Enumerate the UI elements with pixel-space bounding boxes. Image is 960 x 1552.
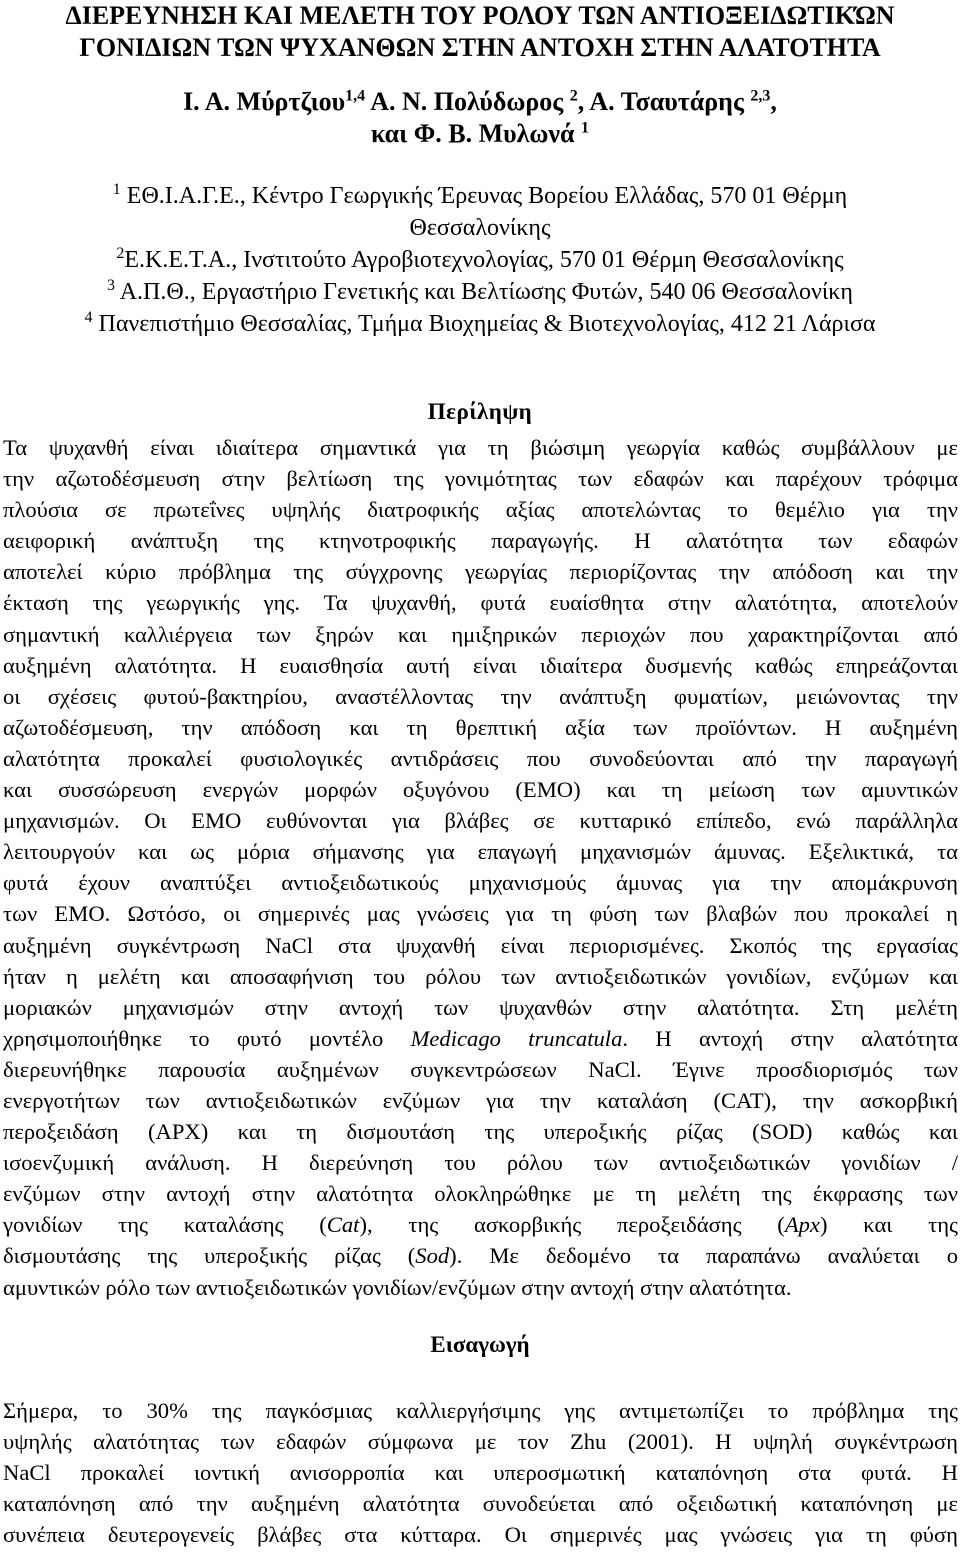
- affiliation-text: Πανεπιστήμιο Θεσσαλίας, Τμήμα Βιοχημείας & Βιοτεχνολογίας, 412 21 Λάρισα: [92, 311, 876, 337]
- abstract-line: αζωτοδέσμευση, την απόδοση και τη θρεπτική αξία των προϊόντων. Η αυξημένη: [3, 714, 958, 740]
- affiliation-marker: 2: [116, 245, 125, 262]
- species-name: Medicago truncatula: [410, 1025, 623, 1051]
- author-affiliation-marker: 1,4: [345, 87, 366, 105]
- introduction-heading: Εισαγωγή: [430, 1332, 530, 1357]
- gene-name: Apx: [784, 1212, 820, 1238]
- affiliation-item: [0, 244, 960, 276]
- abstract-line-mixed: [3, 1240, 958, 1271]
- affiliation-item: [0, 180, 960, 212]
- abstract-line: αειφορική ανάπτυξη της κτηνοτροφικής παραγωγής. Η αλατότητα των εδαφών: [3, 528, 958, 554]
- affiliation-item: [0, 308, 960, 340]
- affiliation-text: Θεσσαλονίκης: [409, 215, 551, 241]
- abstract-line: μοριακών μηχανισμών στην αντοχή των ψυχανθών στην αλατότητα. Στη μελέτη: [3, 994, 958, 1020]
- abstract-line-mixed: [3, 1023, 958, 1054]
- affiliation-marker: 3: [107, 277, 116, 294]
- abstract-line: φυτά έχουν αναπτύξει αντιοξειδωτικούς μηχανισμούς άμυνας για την απομάκρυνση: [3, 870, 958, 896]
- abstract-line-text: . Η αντοχή στην αλατότητα: [622, 1025, 958, 1051]
- abstract-line: αποτελεί κύριο πρόβλημα της σύγχρονης γεωργίας περιορίζοντας την απόδοση και την: [3, 559, 958, 585]
- abstract-line: ενεργοτήτων των αντιοξειδωτικών ενζύμων για την καταλάση (CAT), την ασκορβική: [3, 1087, 958, 1113]
- affiliation-marker: 1: [112, 181, 121, 198]
- introduction-body: [3, 1395, 958, 1550]
- affiliation-item: [0, 276, 960, 308]
- abstract-heading: Περίληψη: [427, 399, 533, 424]
- introduction-line: υψηλής αλατότητας των εδαφών σύμφωνα με τον Zhu (2001). Η υψηλή συγκέντρωση: [3, 1429, 958, 1455]
- author-line-1: [0, 86, 960, 118]
- abstract-line: ισοενζυμική ανάλυση. Η διερεύνηση του ρόλου των αντιοξειδωτικών γονιδίων /: [3, 1150, 958, 1176]
- abstract-line: ήταν η μελέτη και αποσαφήνιση του ρόλου των αντιοξειδωτικών γονιδίων, ενζύμων και: [3, 963, 958, 989]
- affiliation-text: Α.Π.Θ., Εργαστήριο Γενετικής και Βελτίωσης Φυτών, 540 06 Θεσσαλονίκη: [115, 279, 853, 305]
- paper-title-line-2: ΓΟΝΙΔΙΩΝ ΤΩΝ ΨΥΧΑΝΘΩΝ ΣΤΗΝ ΑΝΤΟΧΗ ΣΤΗΝ ΑΛΑΤΟΤΗΤΑ: [79, 33, 881, 62]
- abstract-line-text: δισμουτάσης της υπεροξικής ρίζας (: [3, 1243, 416, 1269]
- abstract-line-text: ) και της: [819, 1212, 958, 1238]
- abstract-line: οι σχέσεις φυτού-βακτηρίου, αναστέλλοντας την ανάπτυξη φυματίων, μειώνοντας την: [3, 683, 958, 709]
- abstract-line: αμυντικών ρόλο των αντιοξειδωτικών γονιδίων/ενζύμων στην αντοχή στην αλατότητα.: [3, 1274, 792, 1300]
- affiliation-text: Ε.Κ.Ε.Τ.Α., Ινστιτούτο Αγροβιοτεχνολογίας, 570 01 Θέρμη Θεσσαλονίκης: [124, 247, 844, 273]
- gene-name: Cat: [326, 1212, 360, 1238]
- abstract-line: αυξημένη συγκέντρωση NaCl στα ψυχανθή είναι περιορισμένες. Σκοπός της εργασίας: [3, 932, 958, 958]
- abstract-line: λειτουργούν και ως μόρια σήμανσης για επαγωγή μηχανισμών άμυνας. Εξελικτικά, τα: [3, 839, 958, 865]
- abstract-body: [3, 432, 958, 1303]
- author-separator: ,: [770, 87, 777, 116]
- affiliation-list: [0, 180, 960, 340]
- affiliation-marker: 4: [84, 309, 93, 326]
- affiliation-item: [0, 212, 960, 244]
- author-name: Ι. Α. Μύρτζιου: [183, 87, 346, 116]
- abstract-line: αλατότητα προκαλεί φυσιολογικές αντιδράσεις που συνοδεύονται από την παραγωγή: [3, 745, 958, 771]
- abstract-line: αυξημένη αλατότητα. Η ευαισθησία αυτή είναι ιδιαίτερα δυσμενής καθώς επηρεάζονται: [3, 652, 958, 678]
- author-name: και Φ. Β. Μυλωνά: [370, 119, 575, 148]
- paper-title-line-1: ΔΙΕΡΕΥΝΗΣΗ ΚΑΙ ΜΕΛΕΤΗ ΤΟΥ ΡΟΛΟΥ ΤΩΝ ΑΝΤΙΟΞΕΙΔΩΤΙΚΏΝ: [65, 1, 895, 30]
- abstract-line-text: ), της ασκορβικής περοξειδάσης (: [359, 1212, 785, 1238]
- author-line-2: [0, 118, 960, 150]
- affiliation-text: ΕΘ.Ι.Α.Γ.Ε., Κέντρο Γεωργικής Έρευνας Βορείου Ελλάδας, 570 01 Θέρμη: [120, 183, 848, 209]
- abstract-line: και συσσώρευση ενεργών μορφών οξυγόνου (ΕΜΟ) και τη μείωση των αμυντικών: [3, 777, 958, 803]
- introduction-line: NaCl προκαλεί ιοντική ανισορροπία και υπεροσμωτική καταπόνηση στα φυτά. Η: [3, 1460, 958, 1486]
- gene-name: Sod: [415, 1243, 450, 1269]
- abstract-line: Τα ψυχανθή είναι ιδιαίτερα σημαντικά για τη βιώσιμη γεωργία καθώς συμβάλλουν με: [3, 435, 958, 460]
- author-name: Α. Ν. Πολύδωρος: [365, 87, 564, 116]
- abstract-line: σημαντική καλλιέργεια των ξηρών και ημιξηρικών περιοχών που χαρακτηρίζονται από: [3, 621, 958, 647]
- author-name: , Α. Τσαυτάρης: [577, 87, 744, 116]
- abstract-line-text: χρησιμοποιήθηκε το φυτό μοντέλο: [3, 1025, 411, 1051]
- introduction-line: συνέπεια δευτερογενείς βλάβες στα κύτταρα. Οι σημερινές μας γνώσεις για τη φύση: [3, 1522, 958, 1548]
- abstract-line: την αζωτοδέσμευση στην βελτίωση της γονιμότητας των εδαφών και παρέχουν τρόφιμα: [3, 466, 958, 492]
- author-affiliation-marker: 2: [569, 87, 578, 105]
- abstract-line: περοξειδάση (APX) και τη δισμουτάση της υπεροξικής ρίζας (SOD) καθώς και: [3, 1119, 958, 1145]
- introduction-line: Σήμερα, το 30% της παγκόσμιας καλλιεργήσιμης γης αντιμετωπίζει το πρόβλημα της: [3, 1398, 958, 1423]
- abstract-line: ενζύμων στην αντοχή στην αλατότητα ολοκληρώθηκε με τη μελέτη της έκφρασης των: [3, 1181, 958, 1207]
- abstract-line-mixed: [3, 1209, 958, 1240]
- introduction-line: καταπόνηση από την αυξημένη αλατότητα συνοδεύεται από οξειδωτική καταπόνηση με: [3, 1491, 958, 1517]
- author-affiliation-marker: 2,3: [750, 87, 771, 105]
- abstract-line: διερευνήθηκε παρουσία αυξημένων συγκεντρώσεων NaCl. Έγινε προσδιορισμός των: [3, 1056, 958, 1082]
- abstract-line: έκταση της γεωργικής γης. Τα ψυχανθή, φυτά ευαίσθητα στην αλατότητα, αποτελούν: [3, 590, 958, 616]
- abstract-line: των ΕΜΟ. Ωστόσο, οι σημερινές μας γνώσεις για τη φύση των βλαβών που προκαλεί η: [3, 901, 958, 927]
- abstract-line: μηχανισμών. Οι ΕΜΟ ευθύνονται για βλάβες σε κυτταρικό επίπεδο, ενώ παράλληλα: [3, 808, 958, 834]
- abstract-line-text: ). Με δεδομένο τα παραπάνω αναλύεται ο: [449, 1243, 958, 1269]
- abstract-line: πλούσια σε πρωτεΐνες υψηλής διατροφικής αξίας αποτελώντας το θεμέλιο για την: [3, 497, 958, 523]
- author-affiliation-marker: 1: [581, 119, 590, 137]
- abstract-line-text: γονιδίων της καταλάσης (: [3, 1212, 327, 1238]
- paper-title: [0, 0, 960, 64]
- author-list: [0, 86, 960, 150]
